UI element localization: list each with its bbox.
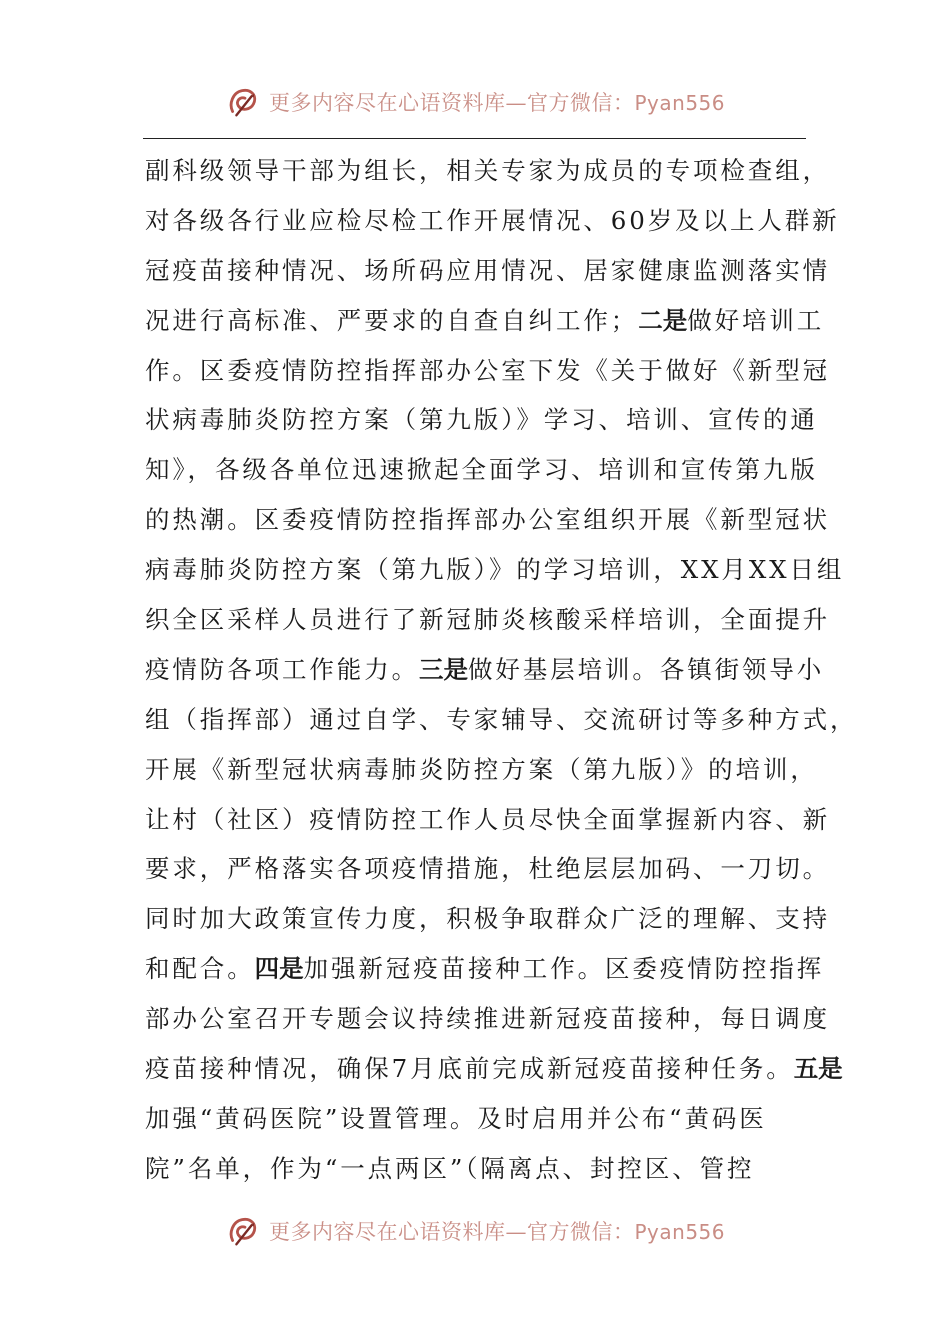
- header-watermark-text: 更多内容尽在心语资料库—官方微信：Pyan556: [268, 91, 725, 115]
- text-line: [145, 346, 830, 396]
- text-segment: 病毒肺炎防控方案（第九版）》的学习培训，XX月XX日组: [145, 555, 845, 585]
- text-line: [145, 1144, 810, 1194]
- header-wechat-id: Pyan556: [634, 91, 725, 115]
- text-line: [145, 146, 830, 196]
- text-segment: 部办公室召开专题会议持续推进新冠疫苗接种，每日调度: [145, 1004, 830, 1034]
- text-segment: 加强新冠疫苗接种工作。区委疫情防控指挥: [303, 954, 825, 984]
- text-segment: 让村（社区）疫情防控工作人员尽快全面掌握新内容、新: [145, 804, 830, 834]
- text-line: [145, 595, 830, 645]
- text-segment: 开展《新型冠状病毒肺炎防控方案（第九版）》的培训，: [145, 754, 818, 784]
- bold-marker: 三是: [419, 654, 468, 684]
- header-watermark-banner: [0, 82, 950, 122]
- text-segment: 知》，各级各单位迅速掀起全面学习、培训和宣传第九版: [145, 455, 818, 485]
- footer-wechat-id: Pyan556: [634, 1220, 725, 1244]
- text-segment: 作。区委疫情防控指挥部办公室下发《关于做好《新型冠: [145, 355, 830, 385]
- text-line: [145, 994, 830, 1044]
- header-divider: [143, 138, 806, 139]
- text-segment: 的热潮。区委疫情防控指挥部办公室组织开展《新型冠状: [145, 505, 830, 535]
- text-line: [145, 795, 830, 845]
- text-line: [145, 745, 818, 795]
- text-segment: 况进行高标准、严要求的自查自纠工作；: [145, 305, 639, 335]
- text-line: [145, 445, 818, 495]
- text-line: [145, 894, 830, 944]
- text-segment: 组（指挥部）通过自学、专家辅导、交流研讨等多种方式，: [145, 704, 858, 734]
- document-body: [145, 146, 858, 1194]
- bold-marker: 五是: [793, 1054, 843, 1084]
- text-line: [145, 495, 830, 545]
- text-line: [145, 1094, 810, 1144]
- text-line: [145, 296, 825, 346]
- pen-swirl-icon: [225, 1212, 263, 1250]
- text-line: [145, 395, 818, 445]
- text-line: [145, 695, 858, 745]
- text-segment: 和配合。: [145, 954, 255, 984]
- text-segment: 院”名单，作为“一点两区”（隔离点、封控区、管控: [145, 1153, 755, 1183]
- text-line: [145, 844, 830, 894]
- bold-marker: 四是: [254, 954, 304, 984]
- footer-watermark-banner: [0, 1211, 950, 1251]
- text-segment: 副科级领导干部为组长，相关专家为成员的专项检查组，: [145, 156, 830, 185]
- pen-swirl-icon: [225, 83, 263, 121]
- text-line: [145, 1044, 843, 1094]
- text-line: [145, 944, 825, 994]
- text-line: [145, 645, 825, 695]
- text-segment: 疫情防各项工作能力。: [145, 654, 419, 684]
- text-line: [145, 246, 830, 296]
- text-line: [145, 545, 845, 595]
- text-segment: 疫苗接种情况，确保7月底前完成新冠疫苗接种任务。: [145, 1054, 794, 1084]
- text-segment: 做好培训工: [687, 305, 825, 335]
- text-segment: 冠疫苗接种情况、场所码应用情况、居家健康监测落实情: [145, 255, 830, 285]
- text-segment: 要求，严格落实各项疫情措施，杜绝层层加码、一刀切。: [145, 854, 830, 884]
- text-segment: 状病毒肺炎防控方案（第九版）》学习、培训、宣传的通: [145, 405, 818, 435]
- text-segment: 对各级各行业应检尽检工作开展情况、60岁及以上人群新: [145, 205, 840, 235]
- text-segment: 织全区采样人员进行了新冠肺炎核酸采样培训，全面提升: [145, 605, 830, 635]
- bold-marker: 二是: [638, 305, 688, 335]
- text-segment: 同时加大政策宣传力度，积极争取群众广泛的理解、支持: [145, 904, 830, 934]
- text-line: [145, 196, 840, 246]
- text-segment: 做好基层培训。各镇街领导小: [468, 654, 825, 684]
- text-segment: 加强“黄码医院”设置管理。及时启用并公布“黄码医: [145, 1103, 767, 1133]
- footer-watermark-text: 更多内容尽在心语资料库—官方微信：Pyan556: [268, 1220, 725, 1244]
